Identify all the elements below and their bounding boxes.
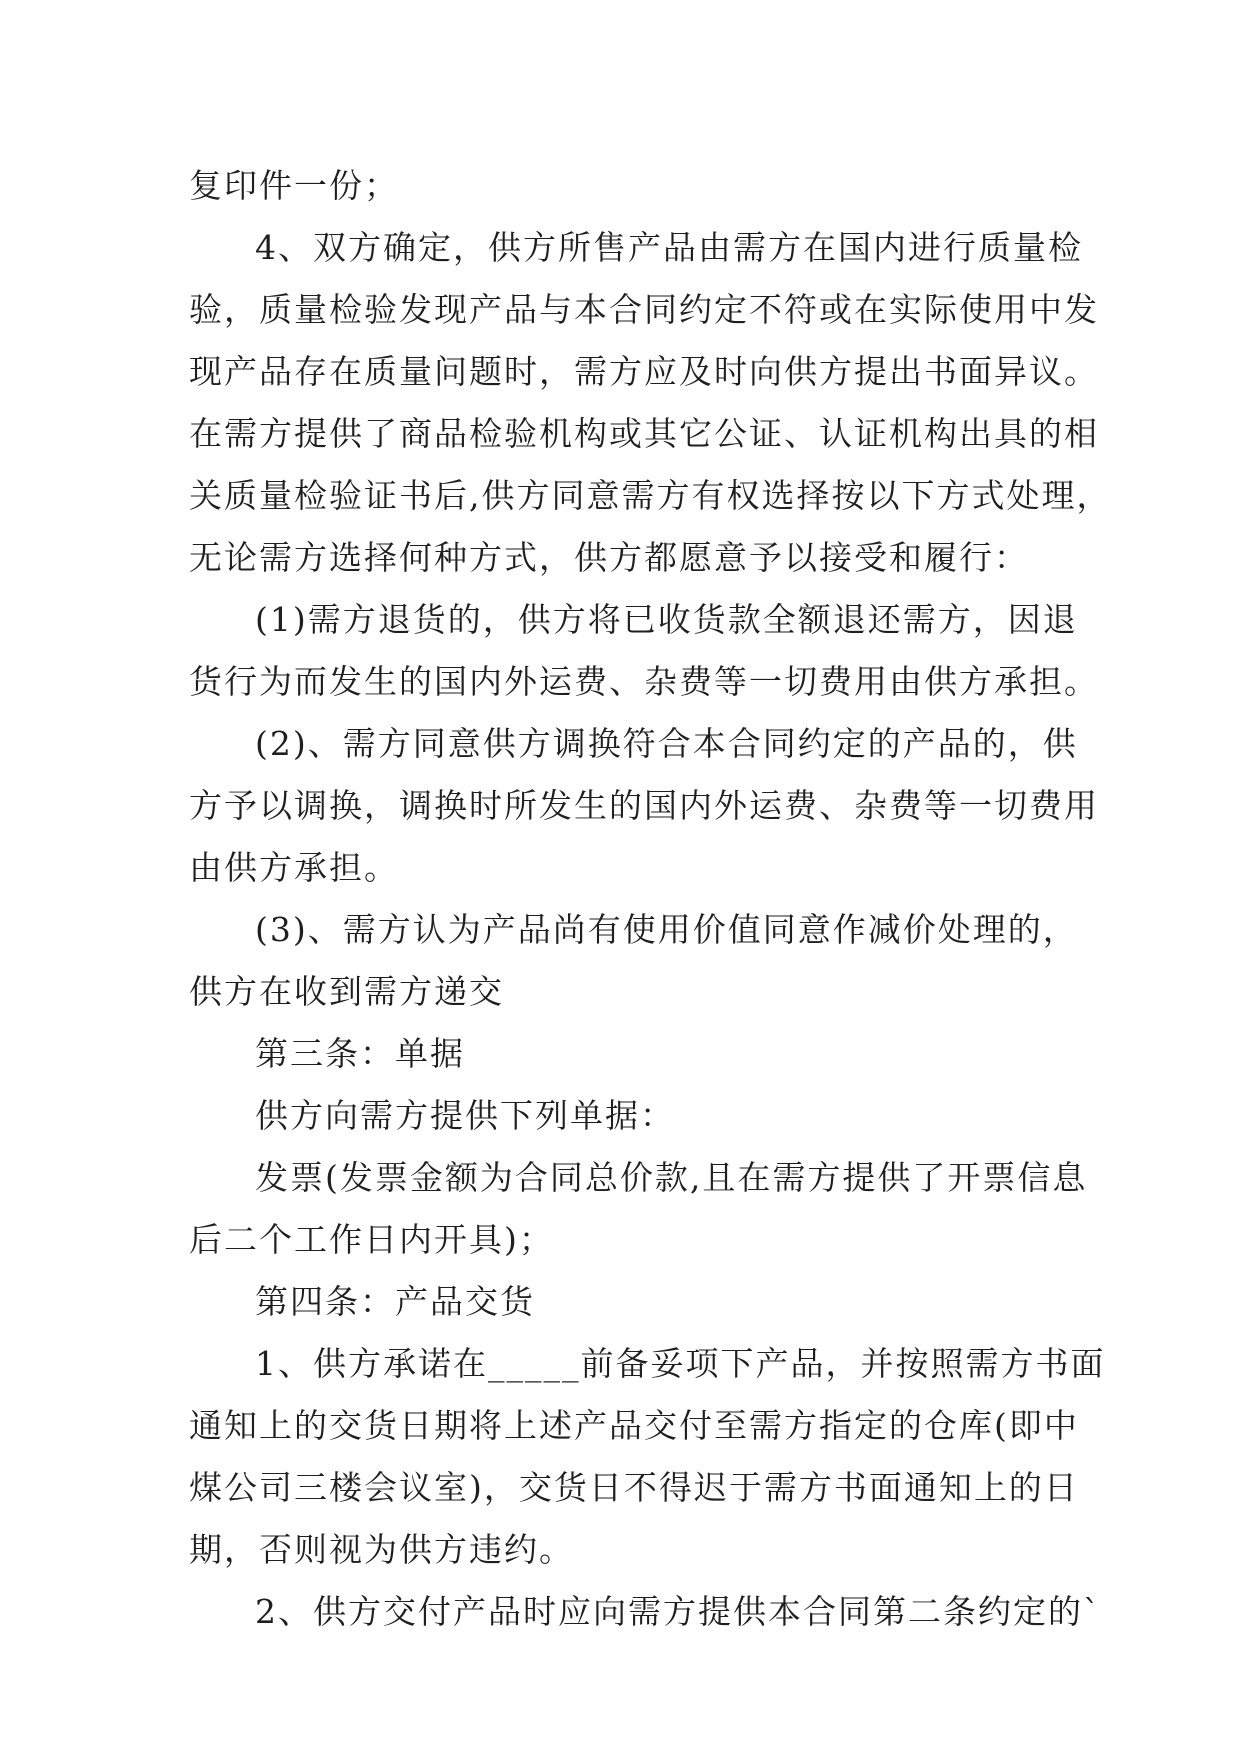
text-line: 验，质量检验发现产品与本合同约定不符或在实际使用中发 — [189, 290, 1099, 329]
text-line: 后二个工作日内开具)； — [189, 1220, 554, 1259]
text-line: 2、供方交付产品时应向需方提供本合同第二条约定的` — [255, 1592, 1102, 1631]
text-line: 第三条：单据 — [255, 1034, 465, 1073]
text-line: 发票(发票金额为合同总价款,且在需方提供了开票信息 — [255, 1158, 1088, 1197]
text-line: 4、双方确定，供方所售产品由需方在国内进行质量检 — [255, 228, 1083, 267]
text-line: 方予以调换，调换时所发生的国内外运费、杂费等一切费用 — [189, 786, 1099, 825]
text-line: 由供方承担。 — [189, 848, 399, 887]
text-line: 供方向需方提供下列单据： — [255, 1096, 675, 1135]
text-line: 1、供方承诺在_____前备妥项下产品，并按照需方书面 — [255, 1344, 1106, 1383]
text-line: 无论需方选择何种方式，供方都愿意予以接受和履行： — [189, 538, 1029, 577]
text-line: (3)、需方认为产品尚有使用价值同意作减价处理的， — [255, 910, 1078, 949]
text-line: 期，否则视为供方违约。 — [189, 1530, 574, 1569]
text-line: 煤公司三楼会议室)，交货日不得迟于需方书面通知上的日 — [189, 1468, 1079, 1507]
text-line: 现产品存在质量问题时，需方应及时向供方提出书面异议。 — [189, 352, 1099, 391]
text-line: 第四条：产品交货 — [255, 1282, 535, 1321]
document-body — [189, 155, 1112, 1643]
text-line: 通知上的交货日期将上述产品交付至需方指定的仓库(即中 — [189, 1406, 1079, 1445]
text-line: (1)需方退货的，供方将已收货款全额退还需方，因退 — [255, 600, 1078, 639]
text-line: 复印件一份； — [189, 166, 399, 205]
text-line: 关质量检验证书后,供方同意需方有权选择按以下方式处理， — [189, 476, 1112, 515]
text-line: (2)、需方同意供方调换符合本合同约定的产品的，供 — [255, 724, 1078, 763]
text-line: 货行为而发生的国内外运费、杂费等一切费用由供方承担。 — [189, 662, 1099, 701]
text-line: 供方在收到需方递交 — [189, 972, 504, 1011]
text-line: 在需方提供了商品检验机构或其它公证、认证机构出具的相 — [189, 414, 1099, 453]
